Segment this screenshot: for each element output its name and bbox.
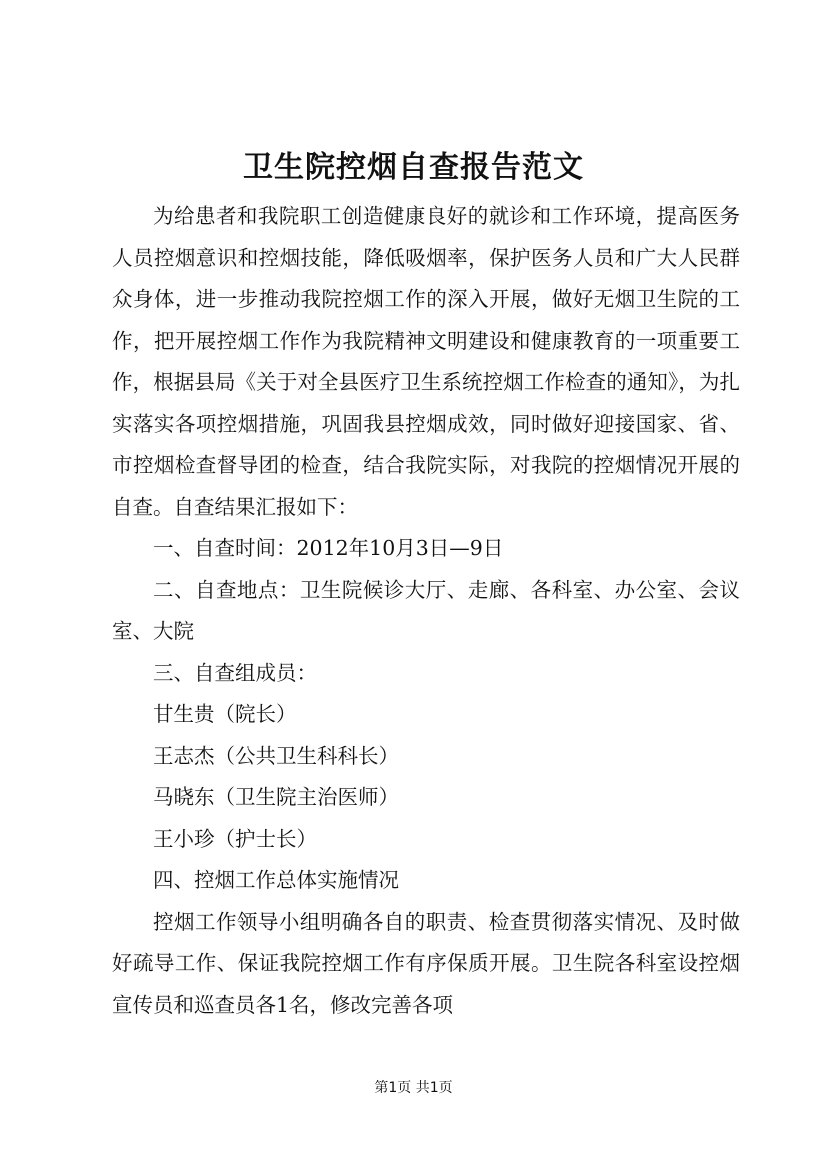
implementation-heading: 四、控烟工作总体实施情况	[153, 868, 399, 892]
team-member: 王小珍（护士长）	[153, 826, 317, 851]
page-number: 第1页 共1页	[374, 1080, 453, 1096]
inspection-time-paragraph: 一、自查时间：2012年10月3日—9日	[153, 536, 504, 560]
team-member: 王志杰（公共卫生科科长）	[153, 743, 399, 768]
team-member: 马晓东（卫生院主治医师）	[153, 785, 399, 809]
intro-paragraph: 为给患者和我院职工创造健康良好的就诊和工作环境，提高医务人员控烟意识和控烟技能，降低吸烟率，保护医务人员和广大人民群众身体，进一步推动我院控烟工作的深入开展，做好无烟卫生院的工作，把开展控烟工作作为我院精神文明建设和健康教育的一项重要工作，根据县局《关于对全县医疗卫生系统控烟工作检查的通知》，为扎实落实各项控烟措施，巩固我县控烟成效，同时做好迎接国家、省、市控烟检查督导团的检查，结合我院实际，对我院的控烟情况开展的自查。自查结果汇报如下：	[112, 204, 740, 519]
inspection-team-heading: 三、自查组成员：	[153, 660, 317, 685]
inspection-location-paragraph: 二、自查地点：卫生院候诊大厅、走廊、各科室、办公室、会议室、大院	[112, 577, 740, 643]
team-member: 甘生贵（院长）	[153, 702, 297, 726]
implementation-paragraph: 控烟工作领导小组明确各自的职责、检查贯彻落实情况、及时做好疏导工作、保证我院控烟工作有序保质开展。卫生院各科室设控烟宣传员和巡查员各1名，修改完善各项	[112, 909, 740, 1017]
document-body	[112, 196, 740, 1026]
document-title: 卫生院控烟自查报告范文	[243, 150, 584, 185]
